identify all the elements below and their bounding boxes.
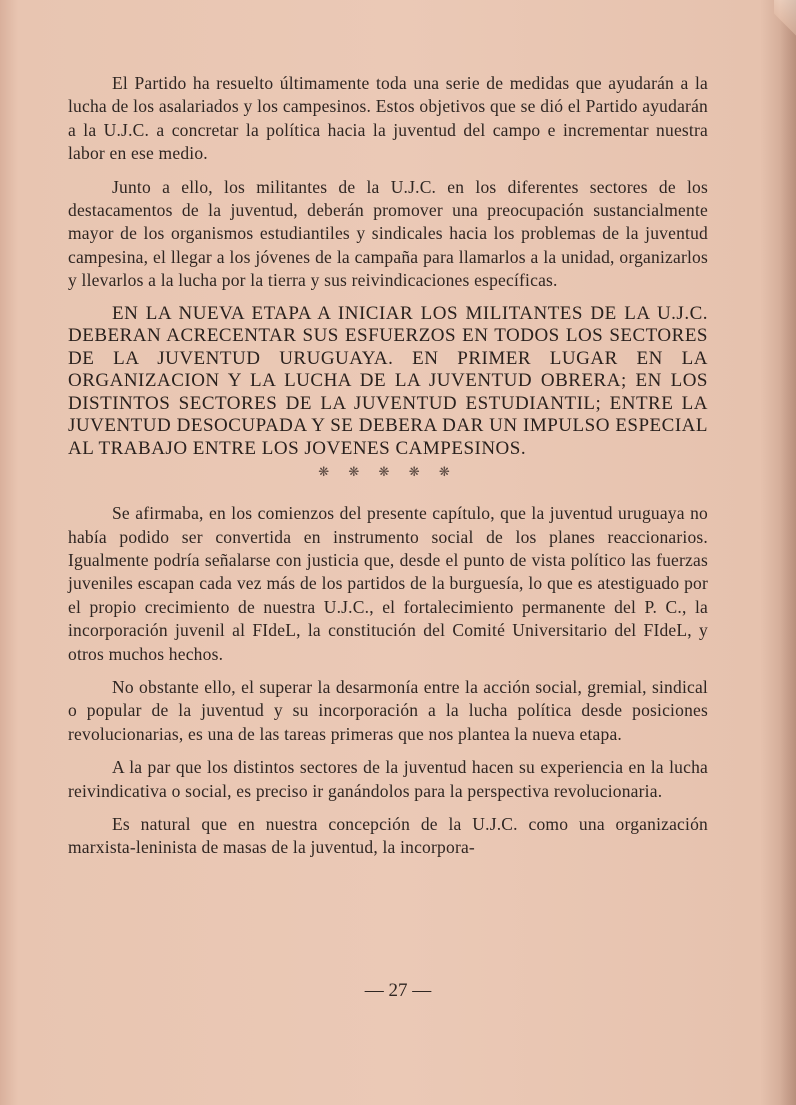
paragraph-militantes-ujc: Junto a ello, los militantes de la U.J.C. en los diferentes sectores de los destacamentos de la juventud, deberán promover una preocupación sustancialmente mayor de los organismos estudiantiles y sindicales hacia los problemas de la juventud campesina, el llegar a los jóvenes de la campaña para llamarlos a la unidad, organizarlos y llevarlos a la lucha por la tierra y sus reivindicaciones específicas. — [68, 176, 708, 291]
paragraph-desarmonia: No obstante ello, el superar la desarmonía entre la acción social, gremial, sindical o popular de la juventud y su incorporación a la lucha política desde posiciones revolucionarias, es una de las tareas primeras que nos plantea la nueva etapa. — [68, 677, 708, 744]
paragraph-partido-medidas: El Partido ha resuelto últimamente toda una serie de medidas que ayudarán a la lucha de los asalariados y los campesinos. Estos objetivos que se dió el Partido ayudarán a la U.J.C. a concretar la política hacia la juventud del campo e incrementar nuestra labor en ese medio. — [68, 73, 708, 164]
page-number: — 27 — — [364, 980, 432, 1001]
page-content — [68, 72, 708, 870]
emphasis-paragraph: EN LA NUEVA ETAPA A INICIAR LOS MILITANTES DE LA U.J.C. DEBERAN ACRECENTAR SUS ESFUERZOS EN TODOS LOS SECTORES DE LA JUVENTUD URUGUAYA. EN PRIMER LUGAR EN LA ORGANIZACION Y LA LUCHA DE LA JUVENTUD OBRERA; EN LOS DISTINTOS SECTORES DE LA JUVENTUD ESTUDIANTIL; ENTRE LA JUVENTUD DESOCUPADA Y SE DEBERA DAR UN IMPULSO ESPECIAL AL TRABAJO ENTRE LOS JOVENES CAMPESINOS. — [68, 302, 708, 459]
paragraph-juventud-uruguaya: Se afirmaba, en los comienzos del presente capítulo, que la juventud uruguaya no había podido ser convertida en instrumento social de los planes reaccionarios. Igualmente podría señalarse con justicia que, desde el punto de vista político las fuerzas juveniles escapan cada vez más de los partidos de la burguesía, lo que es atestiguado por el propio crecimiento de nuestra U.J.C., el fortalecimiento permanente del P. C., la incorporación juvenil al FIdeL, la constitución del Comité Universitario del FIdeL, y otros muchos hechos. — [68, 503, 708, 664]
paragraph-perspectiva: A la par que los distintos sectores de la juventud hacen su experiencia en la lucha reivindicativa o social, es preciso ir ganándolos para la perspectiva revolucionaria. — [68, 757, 708, 801]
section-separator: ❋ ❋ ❋ ❋ ❋ — [318, 464, 458, 480]
paragraph-concepcion-ujc: Es natural que en nuestra concepción de la U.J.C. como una organización marxista-leninista de masas de la juventud, la incorpora- — [68, 814, 708, 858]
page-edge-shadow — [780, 0, 796, 1105]
